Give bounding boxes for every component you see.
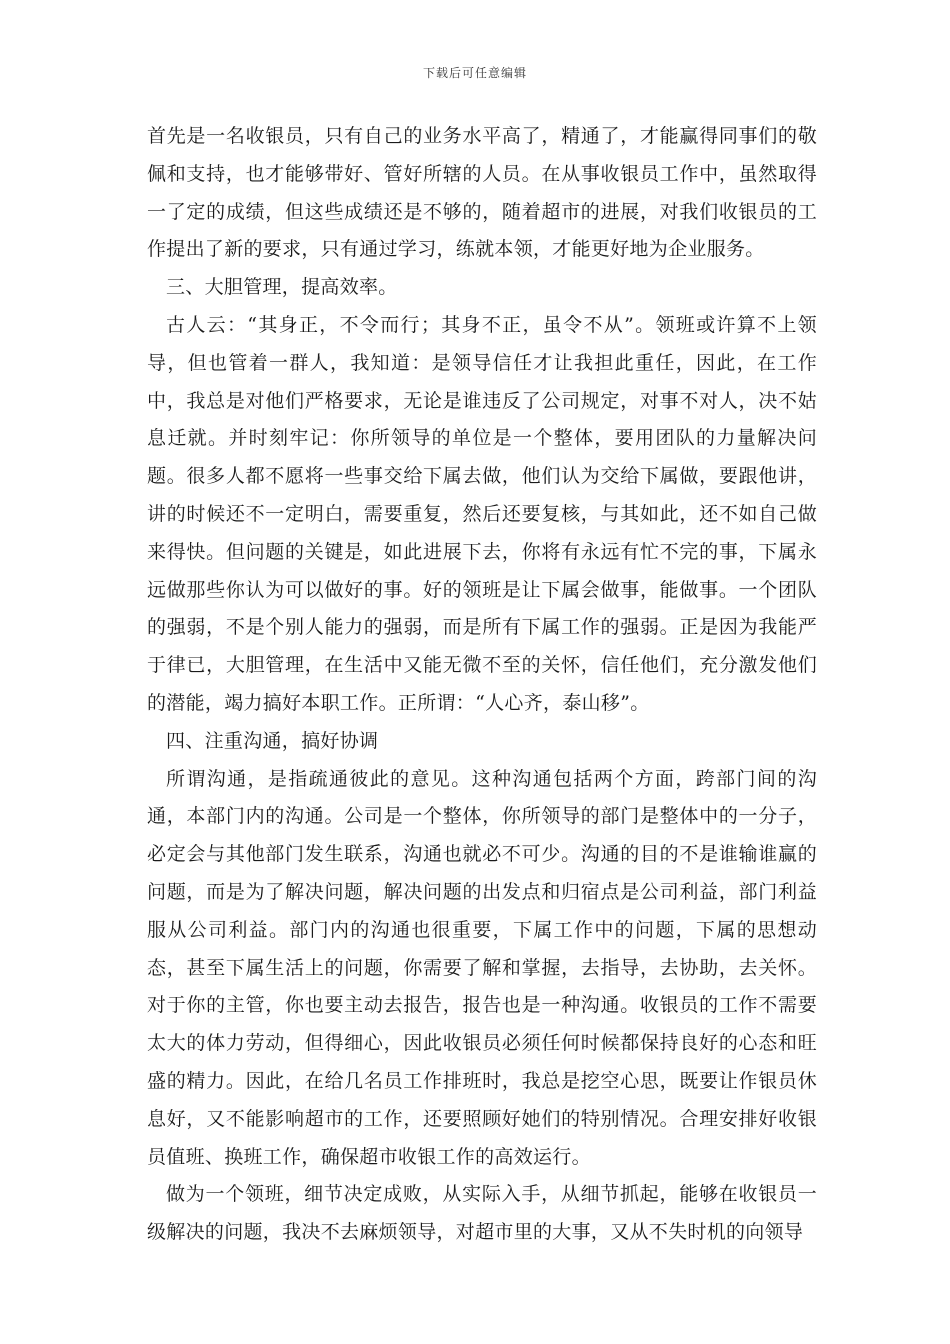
document-body	[147, 118, 817, 1252]
section-heading-3: 三、大胆管理，提高效率。	[166, 276, 398, 299]
section-heading-4: 四、注重沟通，搞好协调	[166, 729, 379, 752]
paragraph-2: 古人云：“其身正，不令而行；其身不正，虽令不从”。领班或许算不上领导，但也管着一群人，我知道：是领导信任才让我担此重任，因此，在工作中，我总是对他们严格要求，无论是谁违反了公司规定，对事不对人，决不姑息迁就。并时刻牢记：你所领导的单位是一个整体，要用团队的力量解决问题。很多人都不愿将一些事交给下属去做，他们认为交给下属做，要跟他讲，讲的时候还不一定明白，需要重复，然后还要复核，与其如此，还不如自己做来得快。但问题的关键是，如此进展下去，你将有永远有忙不完的事，下属永远做那些你认为可以做好的事。好的领班是让下属会做事，能做事。一个团队的强弱，不是个别人能力的强弱，而是所有下属工作的强弱。正是因为我能严于律已，大胆管理，在生活中又能无微不至的关怀，信任他们，充分激发他们的潜能，竭力搞好本职工作。正所谓：“人心齐，泰山移”。	[147, 313, 817, 714]
paragraph-1: 首先是一名收银员，只有自己的业务水平高了，精通了，才能赢得同事们的敬佩和支持，也才能够带好、管好所辖的人员。在从事收银员工作中，虽然取得一了定的成绩，但这些成绩还是不够的，随着超市的进展，对我们收银员的工作提出了新的要求，只有通过学习，练就本领，才能更好地为企业服务。	[147, 125, 817, 261]
paragraph-4: 做为一个领班，细节决定成败，从实际入手，从细节抓起，能够在收银员一级解决的问题，我决不去麻烦领导，对超市里的大事，又从不失时机的向领导	[147, 1183, 817, 1244]
page-header-note: 下载后可任意编辑	[422, 66, 527, 80]
paragraph-3: 所谓沟通，是指疏通彼此的意见。这种沟通包括两个方面，跨部门间的沟通，本部门内的沟通。公司是一个整体，你所领导的部门是整体中的一分子，必定会与其他部门发生联系，沟通也就必不可少。沟通的目的不是谁输谁赢的问题，而是为了解决问题，解决问题的出发点和归宿点是公司利益，部门利益服从公司利益。部门内的沟通也很重要，下属工作中的问题，下属的思想动态，甚至下属生活上的问题，你需要了解和掌握，去指导，去协助，去关怀。对于你的主管，你也要主动去报告，报告也是一种沟通。收银员的工作不需要太大的体力劳动，但得细心，因此收银员必须任何时候都保持良好的心态和旺盛的精力。因此，在给几名员工作排班时，我总是挖空心思，既要让作银员休息好，又不能影响超市的工作，还要照顾好她们的特别情况。合理安排好收银员值班、换班工作，确保超市收银工作的高效运行。	[147, 767, 817, 1168]
